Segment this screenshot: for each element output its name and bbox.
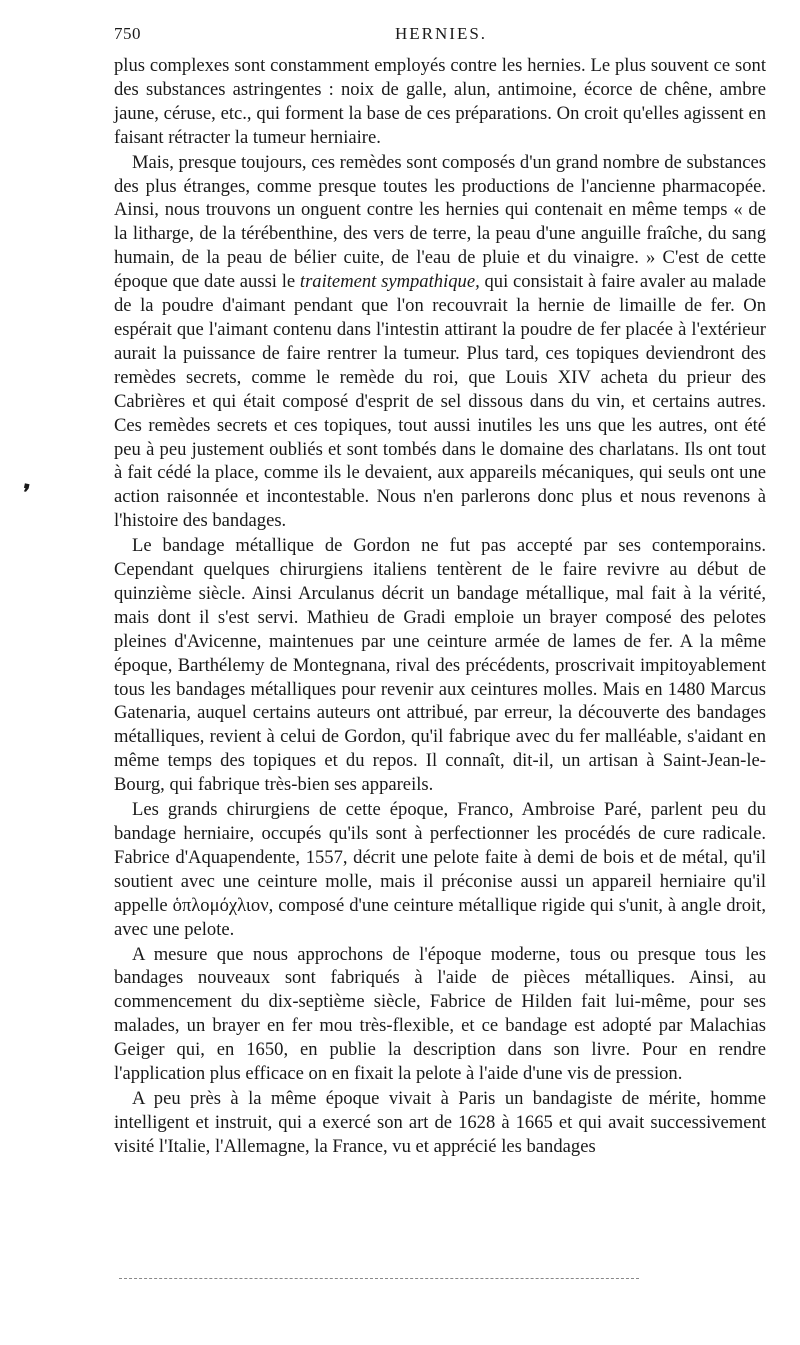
- paragraph-5: [114, 943, 766, 1086]
- paragraph-4: [114, 798, 766, 941]
- paragraph-1: [114, 54, 766, 150]
- page-number: 750: [114, 24, 141, 43]
- greek-term: ὁπλομόχλιον,: [172, 894, 274, 916]
- paragraph-6: [114, 1087, 766, 1159]
- paragraph-2: [114, 151, 766, 534]
- paragraph-text: A mesure que nous approchons de l'époque moderne, tous ou presque tous les bandages nouveaux sont fabriqués à l'aide de pièces métalliques. Ainsi, au commencement du dix-septième siècle, Fabrice de Hilden fait lui-même, pour ses malades, un brayer en fer mou très-flexible, et ce bandage est adopté par Malachias Geiger qui, en 1650, en publie la description dans son livre. Pour en rendre l'application plus efficace on en fixait la pelote à l'aide d'une vis de pression.: [114, 943, 766, 1085]
- paragraph-text: plus complexes sont constamment employés contre les hernies. Le plus souvent ce sont des substances astringentes : noix de galle, alun, antimoine, écorce de chêne, ambre jaune, céruse, etc., qui forment la base de ces préparations. On croit qu'elles agissent en faisant rétracter la tumeur herniaire.: [114, 55, 766, 148]
- body-text: [114, 54, 766, 1159]
- paragraph-text: Mais, presque toujours, ces remèdes sont composés d'un grand nombre de substances des plus étranges, comme presque toutes les productions de l'ancienne pharmacopée. Ainsi, nous trouvons un onguent contre les hernies qui contenait en même temps « de la litharge, de la térébenthine, des vers de terre, la peau d'une anguille fraîche, du sang humain, de la peau de bélier cuite, de l'eau de pluie et du vinaigre. » C'est de cette époque que date aussi le: [114, 151, 766, 293]
- paragraph-3: [114, 534, 766, 797]
- emphasis-text: traitement sympathique,: [299, 271, 480, 293]
- paragraph-text: Le bandage métallique de Gordon ne fut pas accepté par ses contemporains. Cependant quelques chirurgiens italiens tentèrent de le faire revivre au début de quinzième siècle. Ainsi Arculanus décrit un bandage métallique, mal fait à la vérité, mais dont il s'est servi. Mathieu de Gradi emploie un brayer composé des pelotes pleines d'Avicenne, maintenues par une ceinture armée de lames de fer. A la même époque, Barthélemy de Montegnana, rival des précédents, proscrivait impitoyablement tous les bandages métalliques pour revenir aux ceintures molles. Mais en 1480 Marcus Gatenaria, auquel certains auteurs ont attribué, par erreur, la découverte des bandages métalliques, revient à celui de Gordon, qu'il fabrique avec du fer malléable, s'aidant en même temps des topiques et du repos. Il connaît, dit-il, un artisan à Saint-Jean-le-Bourg, qui fabrique très-bien ses appareils.: [114, 535, 766, 796]
- paragraph-text: Les grands chirurgiens de cette époque, Franco, Ambroise Paré, parlent peu du bandage herniaire, occupés qu'ils sont à perfectionner les procédés de cure radicale. Fabrice d'Aquapendente, 1557, décrit une pelote faite à demi de bois et de métal, qu'il soutient avec une ceinture molle, mais il préconise aussi un appareil herniaire qu'il appelle: [114, 799, 766, 916]
- book-page: [114, 24, 766, 1159]
- page-header: [114, 24, 766, 54]
- paragraph-text: A peu près à la même époque vivait à Paris un bandagiste de mérite, homme intelligent et instruit, qui a exercé son art de 1628 à 1665 et qui avait successivement visité l'Italie, l'Allemagne, la France, vu et apprécié les bandages: [114, 1087, 766, 1157]
- paragraph-text: qui consistait à faire avaler au malade de la poudre d'aimant pendant que l'on recouvrait la hernie de limaille de fer. On espérait que l'aimant contenu dans l'intestin attirant la poudre de fer placée à l'extérieur aurait la puissance de faire rentrer la tumeur. Plus tard, ces topiques deviendront des remèdes secrets, comme le remède du roi, que Louis XIV acheta du prieur des Cabrières et qui était composé d'esprit de sel dissous dans du vin, et certains autres. Ces remèdes secrets et ces topiques, tout aussi inutiles les uns que les autres, ont été peu à peu justement oubliés et sont tombés dans le domaine des charlatans. Ils ont tout à fait cédé la place, comme ils le devaient, aux appareils mécaniques, qui seuls ont une action raisonnée et incontestable. Nous n'en parlerons donc plus et nous revenons à l'histoire des bandages.: [114, 271, 766, 532]
- footer-rule: [119, 1278, 639, 1279]
- running-title: HERNIES.: [395, 24, 488, 43]
- margin-mark: ❜: [19, 479, 32, 506]
- paragraph-text: composé d'une ceinture métallique rigide qui s'unit, à angle droit, avec une pelote.: [114, 894, 766, 940]
